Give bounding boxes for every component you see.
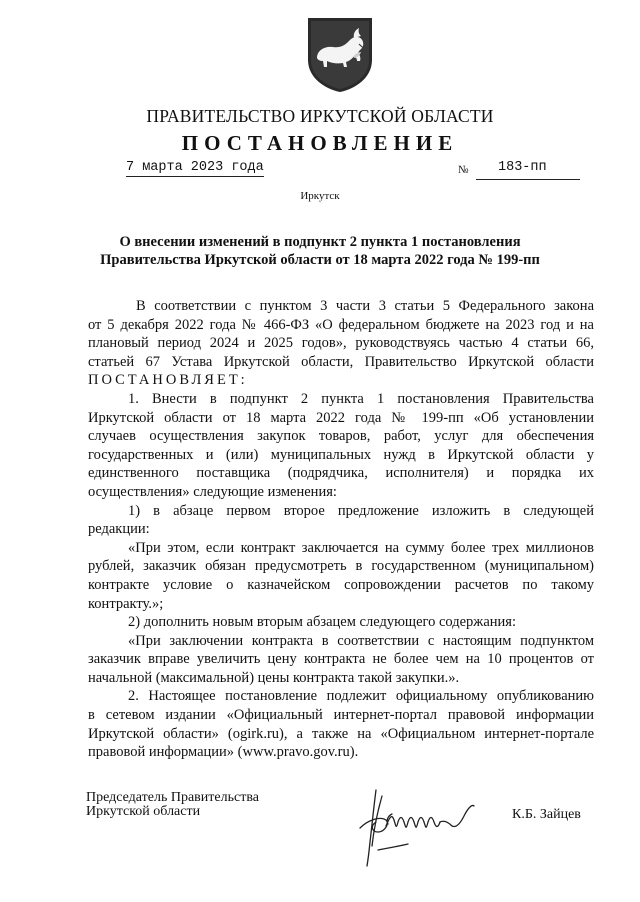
body-line: 2) дополнить новым вторым абзацем следующего содержания:: [128, 614, 516, 631]
government-name: ПРАВИТЕЛЬСТВО ИРКУТСКОЙ ОБЛАСТИ: [146, 106, 494, 126]
body-line: осуществления» следующие изменения:: [88, 483, 337, 500]
body-line: редакции:: [88, 521, 150, 538]
body-line: В соответствии с пунктом 3 части 3 статьи 5 Федерального закона: [136, 298, 594, 314]
document-body: [88, 297, 594, 762]
number-value: 183-пп: [498, 160, 547, 175]
body-line: Иркутской области от 18 марта 2022 года № 199-пп «Об установлении: [88, 409, 594, 426]
body-line: правовой информации» (www.pravo.gov.ru).: [88, 744, 359, 761]
body-line: единственного поставщика (подрядчика, исполнителя) и порядка их: [88, 465, 594, 482]
body-line: плановый период 2024 и 2025 годов», руководствуясь частью 4 статьи 66,: [88, 335, 594, 352]
city: Иркутск: [300, 190, 340, 202]
body-line: 2. Настоящее постановление подлежит официальному опубликованию: [128, 688, 594, 705]
signer-name: К.Б. Зайцев: [512, 807, 581, 822]
title-line-2: Правительства Иркутской области от 18 марта 2022 года № 199-пп: [100, 252, 540, 268]
document-number: [458, 162, 588, 182]
body-line: «При заключении контракта в соответствии с настоящим подпунктом: [128, 632, 594, 649]
date-underline: [126, 176, 264, 177]
body-line: 1. Внести в подпункт 2 пункта 1 постановления Правительства: [128, 390, 594, 407]
body-line: в сетевом издании «Официальный интернет-портал правовой информации: [88, 707, 594, 724]
body-line: 1) в абзаце первом второе предложение изложить в следующей: [128, 502, 594, 519]
number-sign: №: [458, 164, 469, 176]
document-date: [126, 160, 264, 175]
date-text: 7 марта 2023 года: [126, 160, 264, 175]
document-title: [60, 233, 580, 269]
handwritten-signature: [348, 770, 498, 870]
number-underline: [476, 179, 580, 180]
coat-of-arms-icon: [303, 14, 377, 94]
title-line-1: О внесении изменений в подпункт 2 пункта 1 постановления: [119, 234, 521, 250]
body-line: Иркутской области» (ogirk.ru), а также на «Официальном интернет-портале: [88, 725, 594, 742]
signer-position-line-1: Председатель Правительства: [86, 790, 259, 805]
signer-position-line-2: Иркутской области: [86, 804, 201, 819]
body-line: статьей 67 Устава Иркутской области, Правительство Иркутской области: [88, 353, 594, 370]
body-line: от 5 декабря 2022 года № 466-ФЗ «О федеральном бюджете на 2023 год и на: [88, 316, 594, 333]
body-line: случаев осуществления закупок товаров, работ, услуг для обеспечения: [88, 428, 594, 445]
body-line: «При этом, если контракт заключается на сумму более трех миллионов: [128, 539, 594, 556]
signer-position: [86, 791, 259, 819]
body-line: рублей, заказчик обязан предусмотреть в государственном (муниципальном): [88, 558, 594, 575]
body-line: контракте условие о казначейском сопровождении расчетов по такому: [88, 576, 594, 593]
document-type: ПОСТАНОВЛЕНИЕ: [181, 131, 459, 155]
body-line-resolves: ПОСТАНОВЛЯЕТ:: [88, 372, 248, 389]
body-line: заказчик вправе увеличить цену контракта не более чем на 10 процентов от: [88, 651, 594, 668]
body-line: начальной (максимальной) цены контракта такой закупки.».: [88, 669, 460, 686]
body-line: контракту.»;: [88, 595, 164, 612]
body-line: государственных и (или) муниципальных нужд в Иркутской области у: [88, 446, 594, 463]
